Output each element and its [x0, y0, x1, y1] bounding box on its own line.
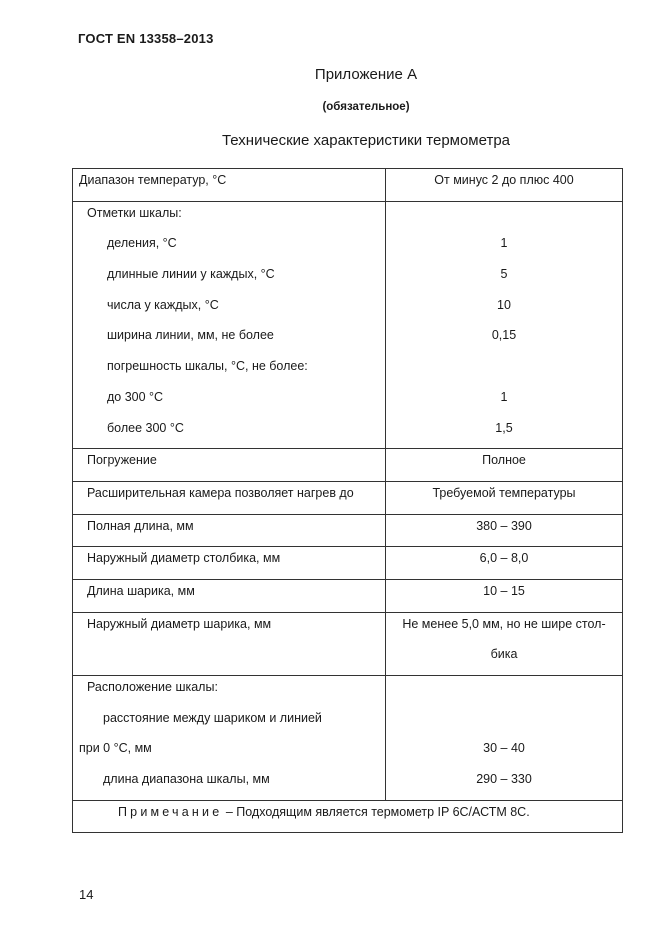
table-row — [73, 579, 623, 612]
document-code: ГОСТ EN 13358–2013 — [78, 31, 214, 46]
note-prefix: Примечание — [118, 804, 223, 819]
total-length-value: 380 – 390 — [476, 518, 532, 533]
row-label-cell — [73, 676, 386, 801]
long-lines-value: 5 — [500, 267, 508, 282]
range-length-value: 290 – 330 — [476, 772, 532, 787]
stem-diameter-label: Наружный диаметр столбика, мм — [87, 551, 281, 566]
stem-diameter-value: 6,0 – 8,0 — [479, 551, 529, 566]
divisions-label: деления, °С — [107, 236, 177, 251]
scale-location-label: Расположение шкалы: — [87, 680, 218, 694]
row-value-cell — [386, 481, 623, 514]
expansion-label: Расширительная камера позволяет нагрев до — [87, 485, 354, 500]
bulb-diameter-value-line1: Не менее 5,0 мм, но не шире стол- — [402, 616, 606, 631]
row-label-cell — [73, 514, 386, 547]
annex-kind: (обязательное) — [322, 101, 410, 113]
distance-label-line2: при 0 °С, мм — [79, 741, 152, 756]
line-width-label: ширина линии, мм, не более — [107, 328, 274, 343]
table-row — [73, 547, 623, 580]
divisions-value: 1 — [500, 236, 508, 251]
row-value-cell — [386, 676, 623, 801]
scale-marks-label: Отметки шкалы: — [87, 205, 182, 220]
note-text: – Подходящим является термометр IP 6С/АСТМ 8С. — [222, 804, 530, 819]
row-label-cell — [73, 579, 386, 612]
distance-value: 30 – 40 — [483, 741, 525, 756]
total-length-label: Полная длина, мм — [87, 518, 194, 533]
section-title: Технические характеристики термометра — [221, 132, 511, 149]
specifications-table — [72, 168, 623, 833]
row-value-cell — [386, 514, 623, 547]
immersion-value: Полное — [482, 453, 526, 468]
line-width-value: 0,15 — [491, 328, 517, 343]
temp-range-label: Диапазон температур, °С — [79, 173, 227, 187]
note-cell — [73, 800, 623, 833]
annex-title: Приложение А — [314, 66, 418, 83]
bulb-length-label: Длина шарика, мм — [87, 583, 195, 598]
error-over300-value: 1,5 — [495, 420, 513, 435]
bulb-diameter-value-line2: бика — [490, 647, 518, 662]
range-length-label: длина диапазона шкалы, мм — [103, 772, 270, 787]
table-row — [73, 201, 623, 449]
error-over300-label: более 300 °С — [107, 420, 184, 435]
row-label-cell — [73, 547, 386, 580]
table-note — [73, 801, 622, 833]
row-label-cell — [73, 481, 386, 514]
expansion-value: Требуемой температуры — [432, 485, 576, 500]
table-row — [73, 800, 623, 833]
temp-range-value: От минус 2 до плюс 400 — [434, 173, 574, 187]
table-row — [73, 169, 623, 202]
error-upto300-value: 1 — [500, 389, 508, 404]
immersion-label: Погружение — [87, 453, 157, 468]
table-row — [73, 676, 623, 801]
distance-label-line1: расстояние между шариком и линией — [103, 710, 322, 725]
row-label-cell — [73, 449, 386, 482]
error-upto300-label: до 300 °С — [107, 389, 164, 404]
row-value-cell — [386, 201, 623, 449]
row-label-cell — [73, 612, 386, 675]
row-value-cell — [386, 449, 623, 482]
row-value-cell — [386, 612, 623, 675]
row-value-cell — [386, 169, 623, 202]
long-lines-label: длинные линии у каждых, °С — [107, 267, 275, 282]
scale-error-label: погрешность шкалы, °С, не более: — [107, 359, 308, 374]
row-value-cell — [386, 547, 623, 580]
table-row — [73, 612, 623, 675]
table-row — [73, 514, 623, 547]
table-row — [73, 449, 623, 482]
row-label-cell — [73, 201, 386, 449]
row-value-cell — [386, 579, 623, 612]
bulb-diameter-label: Наружный диаметр шарика, мм — [87, 616, 272, 631]
numbers-value: 10 — [497, 297, 511, 312]
page-number: 14 — [79, 887, 94, 902]
table-row — [73, 481, 623, 514]
bulb-length-value: 10 – 15 — [483, 583, 525, 598]
numbers-label: числа у каждых, °С — [107, 297, 219, 312]
row-label-cell — [73, 169, 386, 202]
